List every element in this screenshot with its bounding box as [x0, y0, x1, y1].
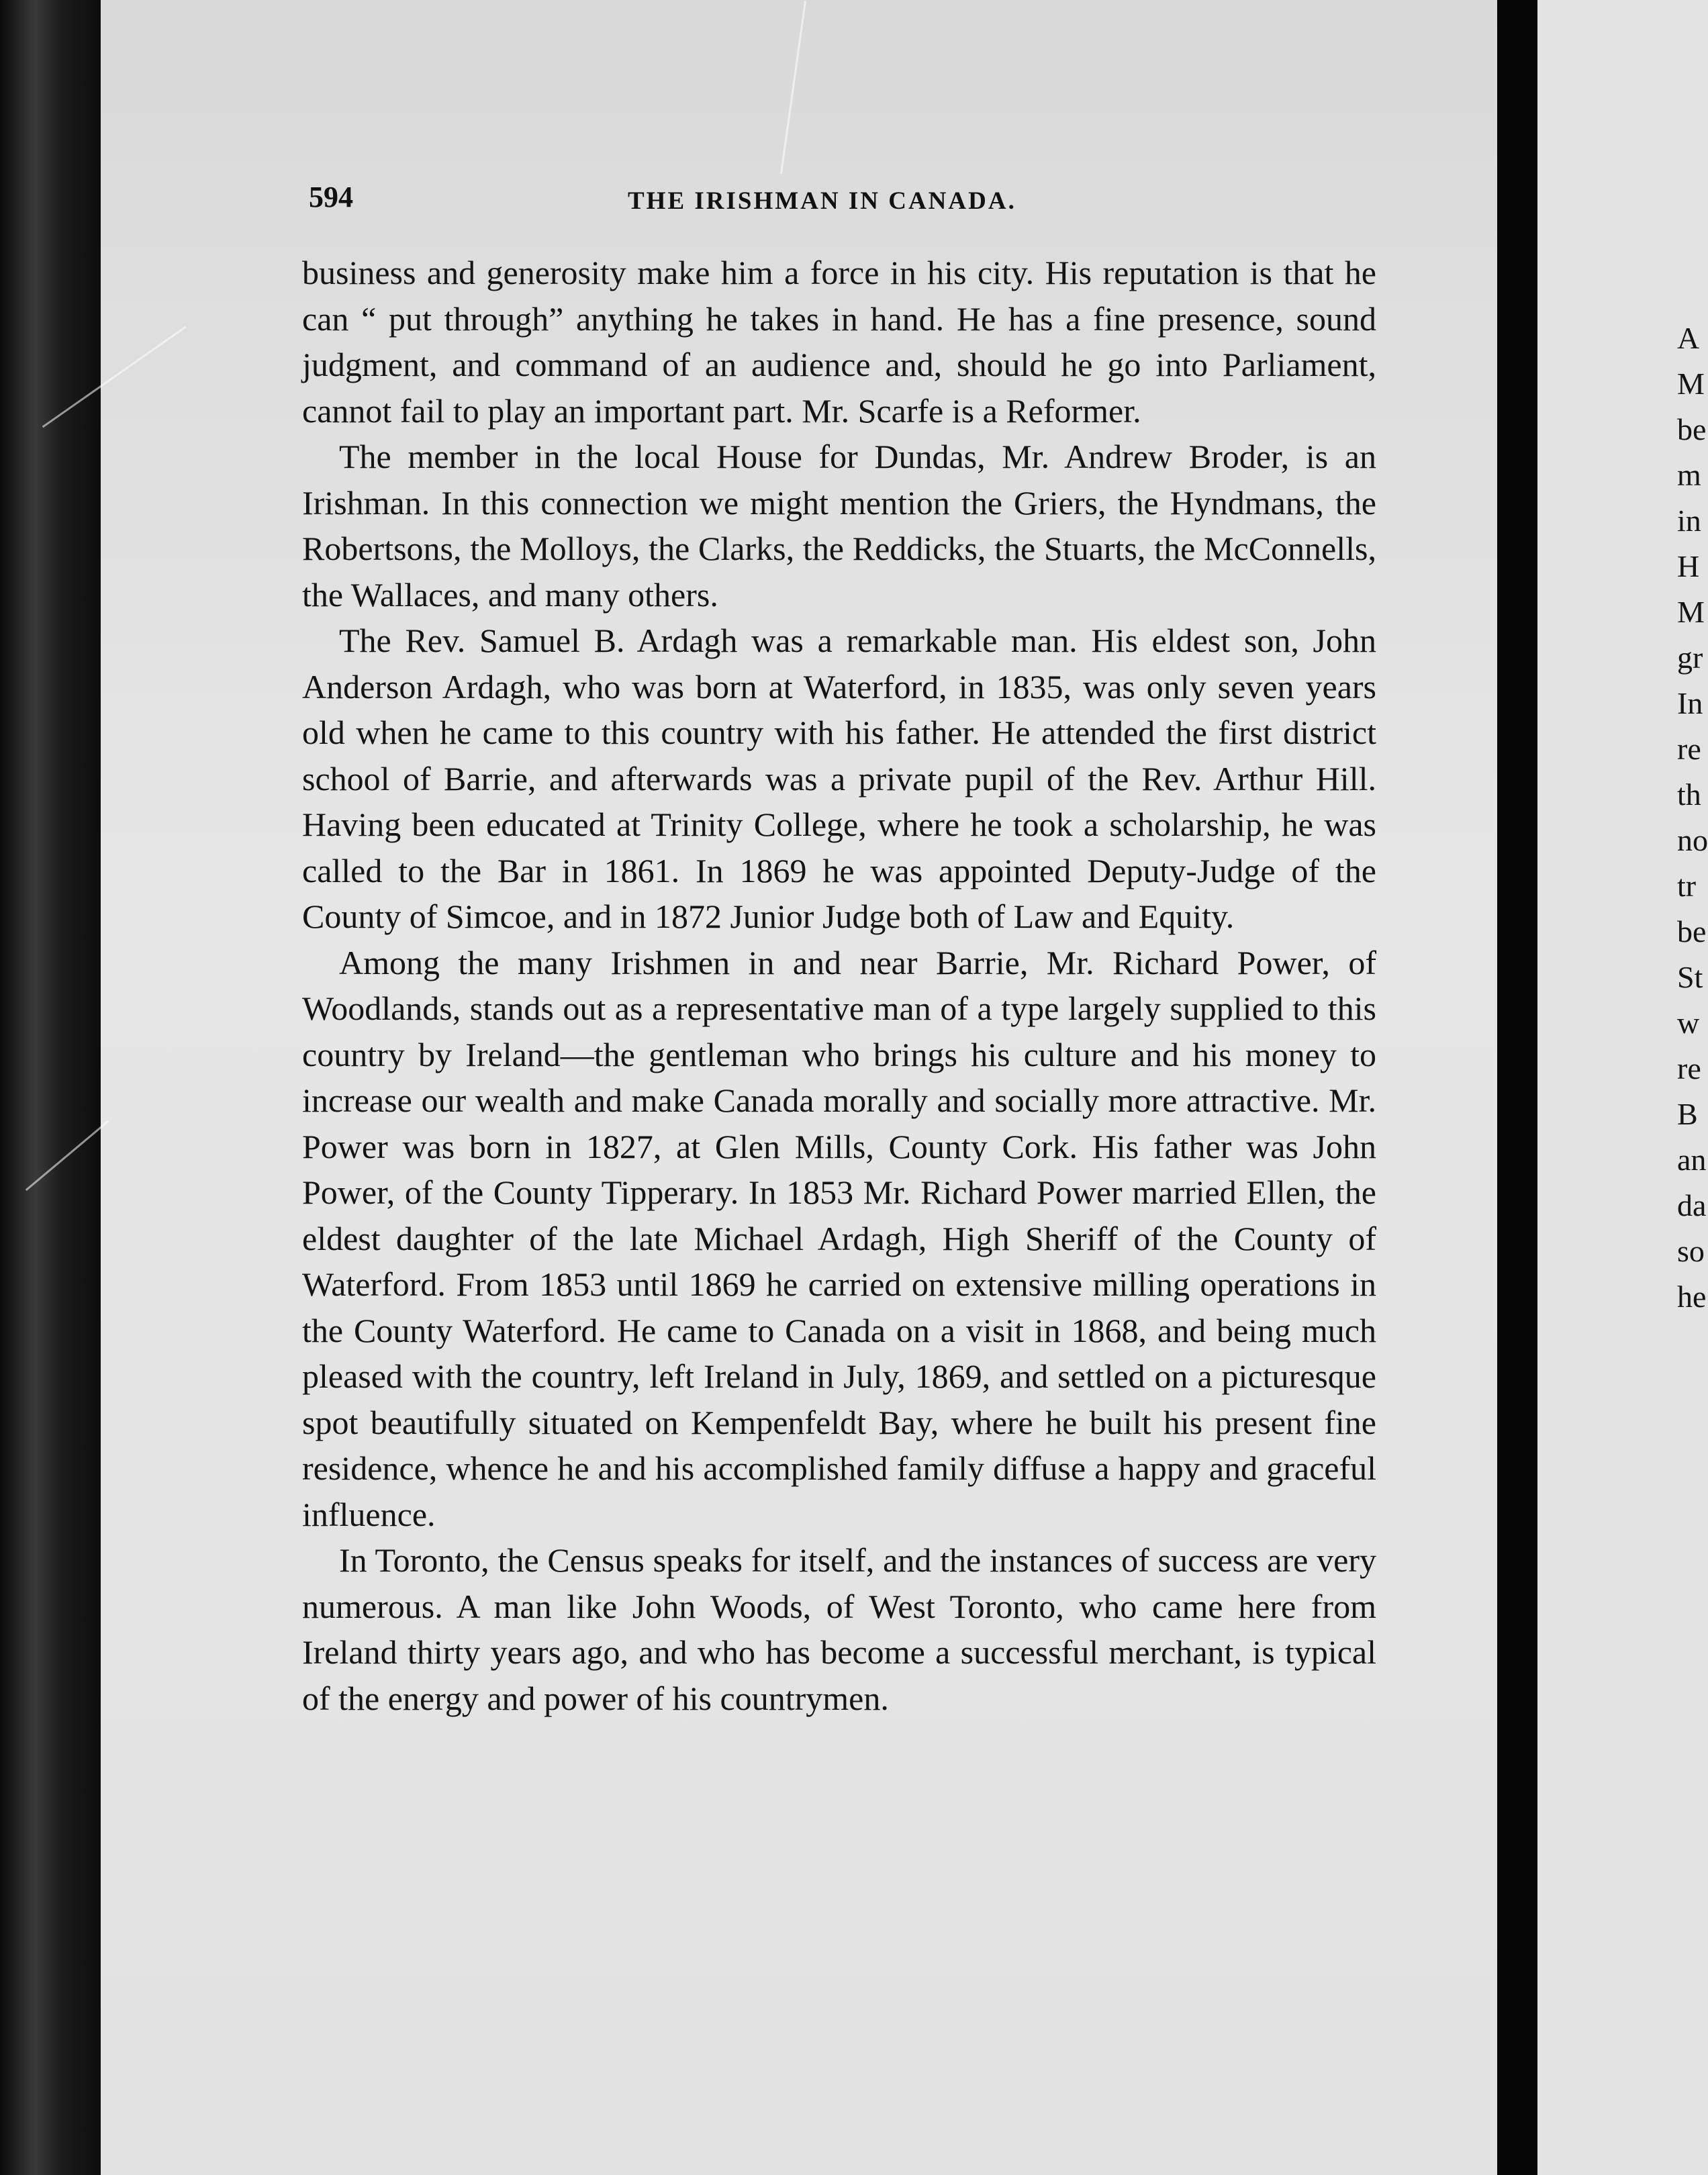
body-text: [302, 250, 1376, 1721]
facing-line: th: [1677, 777, 1701, 812]
facing-line: tr: [1677, 869, 1697, 903]
facing-line: no: [1677, 823, 1708, 857]
facing-line: an: [1677, 1143, 1707, 1177]
paragraph: business and generosity make him a force in his city. His reputation is that he can “ put through” anything he takes in hand. He has a fine presence, sound judgment, and command of an audience and, should he go into Parliament, cannot fail to play an important part. Mr. Scarfe is a Reformer.: [302, 254, 1376, 430]
facing-line: A: [1677, 321, 1700, 355]
facing-line: m: [1677, 458, 1701, 492]
facing-line: H: [1677, 549, 1700, 583]
facing-line: in: [1677, 503, 1701, 538]
page-gutter: [1497, 0, 1537, 2175]
film-edge-left: [0, 0, 101, 2175]
facing-line: be: [1677, 914, 1707, 949]
facing-line: re: [1677, 732, 1701, 766]
paragraph: The Rev. Samuel B. Ardagh was a remarkable man. His eldest son, John Anderson Ardagh, who was born at Waterford, in 1835, was only seven years old when he came to this country with his father. He attended the first district school of Barrie, and afterwards was a private pupil of the Rev. Arthur Hill. Having been educated at Trinity College, where he took a scholarship, he was called to the Bar in 1861. In 1869 he was appointed Deputy-Judge of the County of Simcoe, and in 1872 Junior Judge both of Law and Equity.: [302, 622, 1376, 935]
facing-line: St: [1677, 960, 1703, 994]
facing-line: he: [1677, 1279, 1707, 1314]
facing-line: gr: [1677, 640, 1703, 675]
facing-line: M: [1677, 367, 1705, 401]
facing-line: B: [1677, 1097, 1698, 1131]
facing-line: In: [1677, 686, 1703, 720]
running-head-title: THE IRISHMAN IN CANADA.: [628, 187, 1016, 215]
paragraph: The member in the local House for Dundas, Mr. Andrew Broder, is an Irishman. In this connection we might mention the Griers, the Hyndmans, the Robertsons, the Molloys, the Clarks, the Reddicks, the Stuarts, the McConnells, the Wallaces, and many others.: [302, 438, 1376, 614]
facing-line: da: [1677, 1188, 1707, 1222]
paragraph: In Toronto, the Census speaks for itself, and the instances of success are very numerous. A man like John Woods, of West Toronto, who came here from Ireland thirty years ago, and who has become a successful merchant, is typical of the energy and power of his countrymen.: [302, 1541, 1376, 1717]
facing-line: M: [1677, 595, 1705, 629]
running-head: [309, 180, 1383, 227]
facing-line: so: [1677, 1234, 1705, 1268]
facing-page-text: [1537, 316, 1708, 1322]
page-number: 594: [309, 181, 353, 213]
facing-line: w: [1677, 1006, 1700, 1040]
facing-line: re: [1677, 1051, 1701, 1085]
facing-line: be: [1677, 412, 1707, 446]
paragraph: Among the many Irishmen in and near Barrie, Mr. Richard Power, of Woodlands, stands out as a representative man of a type largely supplied to this country by Ireland—the gentleman who brings his culture and his money to increase our wealth and make Canada morally and socially more attractive. Mr. Power was born in 1827, at Glen Mills, County Cork. His father was John Power, of the County Tipperary. In 1853 Mr. Richard Power married Ellen, the eldest daughter of the late Michael Ardagh, High Sheriff of the County of Waterford. From 1853 until 1869 he carried on extensive milling operations in the County Waterford. He came to Canada on a visit in 1868, and being much pleased with the country, left Ireland in July, 1869, and settled on a picturesque spot beautifully situated on Kempenfeldt Bay, where he built his present fine residence, whence he and his accomplished family diffuse a happy and graceful influence.: [302, 943, 1376, 1533]
